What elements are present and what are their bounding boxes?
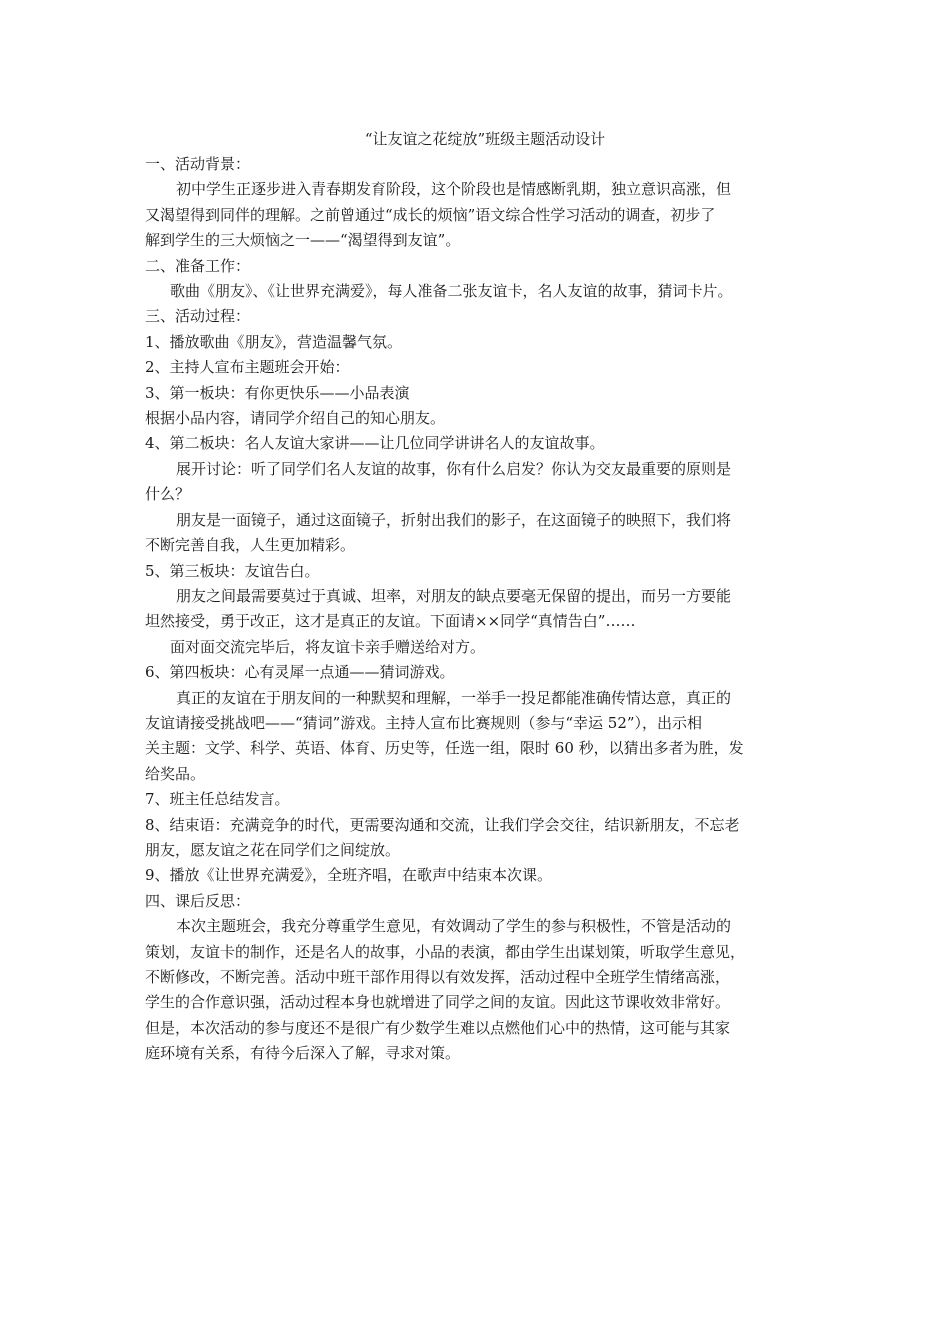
text-line: 8、结束语：充满竞争的时代，更需要沟通和交流，让我们学会交往，结识新朋友，不忘老 bbox=[145, 815, 740, 834]
text-line: 本次主题班会，我充分尊重学生意见，有效调动了学生的参与积极性，不管是活动的 bbox=[176, 917, 732, 936]
text-line: 朋友，愿友谊之花在同学们之间绽放。 bbox=[145, 840, 401, 859]
text-line: 2、主持人宣布主题班会开始： bbox=[145, 358, 350, 377]
text-line: 3、第一板块：有你更快乐——小品表演 bbox=[145, 383, 410, 402]
text-line: 解到学生的三大烦恼之一——“渴望得到友谊”。 bbox=[145, 231, 461, 250]
text-line: 初中学生正逐步进入青春期发育阶段，这个阶段也是情感断乳期，独立意识高涨，但 bbox=[176, 180, 732, 199]
text-line: 朋友是一面镜子，通过这面镜子，折射出我们的影子，在这面镜子的映照下，我们将 bbox=[176, 510, 732, 529]
text-line: 面对面交流完毕后，将友谊卡亲手赠送给对方。 bbox=[170, 637, 486, 656]
text-line: 1、播放歌曲《朋友》，营造温馨气氛。 bbox=[145, 332, 403, 351]
text-line: 友谊请接受挑战吧——“猜词”游戏。主持人宣布比赛规则（参与“幸运 52”），出示相 bbox=[145, 713, 703, 732]
text-line: 又渴望得到同伴的理解。之前曾通过“成长的烦恼”语文综合性学习活动的调查，初步了 bbox=[145, 205, 716, 224]
text-line: 关主题：文学、科学、英语、体育、历史等，任选一组，限时 60 秒，以猜出多者为胜，发 bbox=[145, 739, 744, 758]
document-title: “让友谊之花绽放”班级主题活动设计 bbox=[364, 130, 606, 148]
text-line: 不断完善自我，人生更加精彩。 bbox=[145, 536, 356, 555]
text-line: 朋友之间最需要莫过于真诚、坦率，对朋友的缺点要毫无保留的提出，而另一方要能 bbox=[176, 586, 732, 605]
text-line: 6、第四板块：心有灵犀一点通——猜词游戏。 bbox=[145, 663, 455, 682]
text-line: 展开讨论：听了同学们名人友谊的故事，你有什么启发？你认为交友最重要的原则是 bbox=[176, 459, 732, 478]
text-line: 不断修改，不断完善。活动中班干部作用得以有效发挥，活动过程中全班学生情绪高涨， bbox=[145, 968, 731, 986]
text-line: 真正的友谊在于朋友间的一种默契和理解，一举手一投足都能准确传情达意，真正的 bbox=[176, 688, 732, 707]
text-line: 庭环境有关系，有待今后深入了解，寻求对策。 bbox=[145, 1044, 461, 1063]
text-line: 根据小品内容，请同学介绍自己的知心朋友。 bbox=[145, 409, 446, 428]
text-line: 4、第二板块：名人友谊大家讲——让几位同学讲讲名人的友谊故事。 bbox=[145, 434, 605, 453]
text-line: 给奖品。 bbox=[145, 764, 206, 783]
text-line: 坦然接受，勇于改正，这才是真正的友谊。下面请××同学“真情告白”…… bbox=[145, 612, 636, 631]
text-line: 5、第三板块：友谊告白。 bbox=[145, 561, 320, 580]
text-line: 三、活动过程： bbox=[145, 307, 251, 326]
text-line: 一、活动背景： bbox=[145, 155, 251, 173]
text-line: 什么？ bbox=[145, 485, 191, 504]
text-line: 7、班主任总结发言。 bbox=[145, 790, 290, 809]
text-line: 二、准备工作： bbox=[145, 256, 251, 275]
text-line: 策划，友谊卡的制作，还是名人的故事，小品的表演，都由学生出谋划策，听取学生意见， bbox=[145, 942, 746, 961]
text-line: 四、课后反思： bbox=[145, 891, 251, 910]
text-line: 9、播放《让世界充满爱》，全班齐唱，在歌声中结束本次课。 bbox=[145, 866, 553, 885]
text-line: 学生的合作意识强，活动过程本身也就增进了同学之间的友谊。因此这节课收效非常好。 bbox=[145, 993, 731, 1012]
text-line: 歌曲《朋友》、《让世界充满爱》，每人准备二张友谊卡，名人友谊的故事，猜词卡片。 bbox=[170, 282, 733, 301]
text-line: 但是，本次活动的参与度还不是很广有少数学生难以点燃他们心中的热情，这可能与其家 bbox=[145, 1018, 731, 1037]
document-page bbox=[145, 126, 825, 1067]
document-body bbox=[145, 152, 825, 1067]
